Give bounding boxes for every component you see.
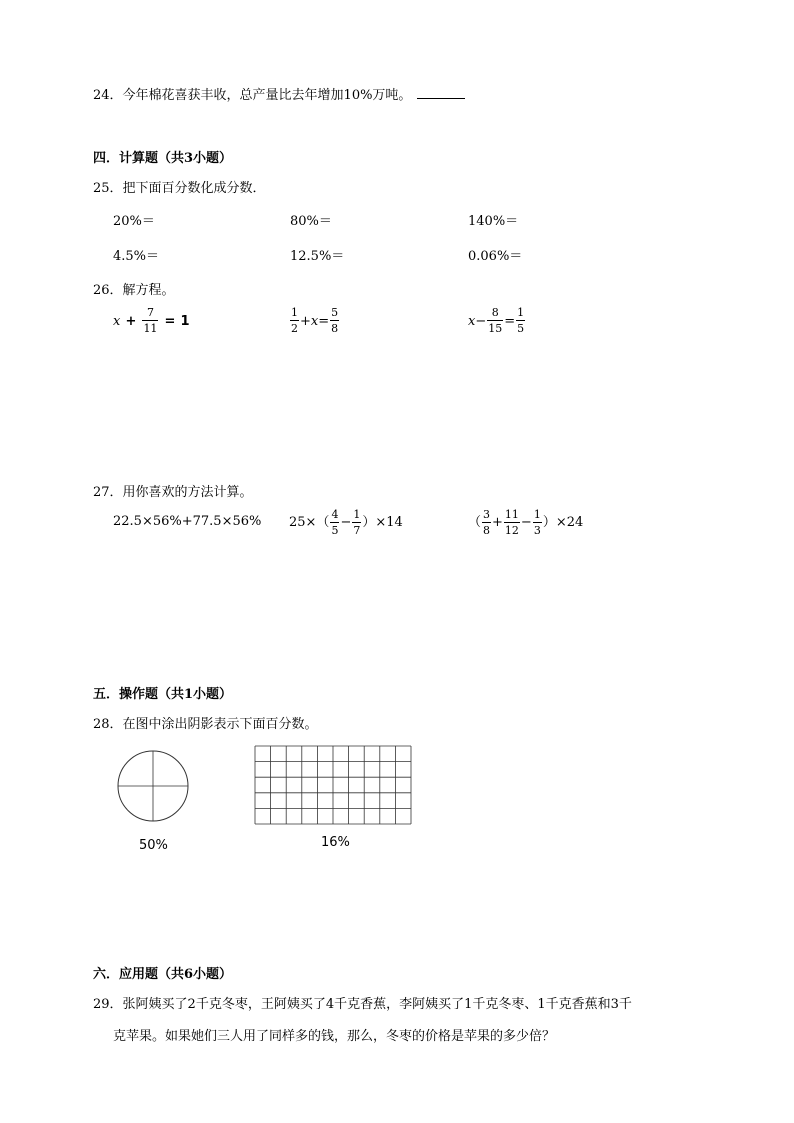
- grid-figure[interactable]: [254, 745, 412, 825]
- expr2-fraction-2: [352, 509, 361, 536]
- eq3-num2: 1: [517, 306, 525, 319]
- eq3-den2: 5: [517, 322, 525, 335]
- expr3-n2: 11: [504, 508, 519, 521]
- q25-item-4: 4.5%＝: [113, 249, 160, 264]
- expr2-suffix: ）×14: [362, 515, 403, 530]
- q27-expression-1: 22.5×56%+77.5×56%: [113, 514, 262, 529]
- q25-item-1: 20%＝: [113, 214, 155, 229]
- eq2-fraction-2: [330, 307, 339, 334]
- expr2-minus: −: [340, 515, 352, 530]
- eq1-num: 7: [146, 306, 154, 319]
- circle-figure[interactable]: [116, 749, 190, 823]
- equation-1: [113, 307, 190, 334]
- grid-percent-label: 16%: [321, 835, 350, 850]
- eq3-den1: 15: [488, 322, 503, 335]
- question-24-text: 24．今年棉花喜获丰收，总产量比去年增加10%万吨。: [93, 88, 412, 103]
- expr3-d2: 12: [504, 524, 519, 537]
- eq1-plus: +: [125, 314, 137, 329]
- eq3-equals: =: [504, 314, 516, 329]
- eq3-fraction-1: [487, 307, 503, 334]
- expr2-n2: 1: [353, 508, 361, 521]
- expr3-plus: +: [492, 515, 503, 530]
- eq3-fraction-2: [516, 307, 525, 334]
- question-29-line-1: 29．张阿姨买了2千克冬枣，王阿姨买了4千克香蕉，李阿姨买了1千克冬枣、1千克香蕉和3千: [93, 997, 632, 1012]
- expr3-fraction-2: [504, 509, 520, 536]
- expr3-n1: 3: [483, 508, 491, 521]
- eq1-den: 11: [143, 322, 158, 335]
- section-4-title: 四．计算题（共3小题）: [93, 151, 233, 166]
- equation-3: [468, 307, 526, 334]
- expr2-prefix: 25×（: [289, 515, 330, 530]
- question-28-text: 28．在图中涂出阴影表示下面百分数。: [93, 717, 318, 732]
- eq2-plus: +: [300, 314, 311, 329]
- expr3-d3: 3: [533, 524, 541, 537]
- eq3-num1: 8: [491, 306, 499, 319]
- expr3-minus: −: [520, 515, 532, 530]
- question-29-line-2: 克苹果。如果她们三人用了同样多的钱，那么，冬枣的价格是苹果的多少倍？: [113, 1029, 556, 1044]
- eq1-fraction: [142, 307, 158, 334]
- eq3-minus: −: [475, 314, 487, 329]
- eq2-den1: 2: [291, 322, 298, 335]
- q27-expression-3: [468, 509, 583, 536]
- question-26-text: 26．解方程。: [93, 283, 175, 298]
- q25-item-3: 140%＝: [468, 214, 519, 229]
- expr3-suffix: ）×24: [542, 515, 584, 530]
- eq1-equals: =: [164, 314, 176, 329]
- expr3-d1: 8: [483, 524, 491, 537]
- eq2-num1: 1: [291, 306, 298, 319]
- question-24: [93, 84, 465, 103]
- expr3-prefix: （: [468, 515, 482, 530]
- expr3-n3: 1: [533, 508, 541, 521]
- q27-expression-2: [289, 509, 403, 536]
- expr2-n1: 4: [331, 508, 339, 521]
- section-6-title: 六．应用题（共6小题）: [93, 967, 233, 982]
- eq2-var: x: [310, 314, 319, 329]
- circle-percent-label: 50%: [139, 838, 168, 853]
- expr3-fraction-1: [482, 509, 491, 536]
- eq2-fraction-1: [290, 307, 299, 334]
- q25-item-5: 12.5%＝: [290, 249, 345, 264]
- section-5-title: 五．操作题（共1小题）: [93, 687, 233, 702]
- equation-2: [289, 307, 340, 334]
- eq2-den2: 8: [331, 322, 339, 335]
- eq2-num2: 5: [331, 306, 339, 319]
- expr2-d1: 5: [331, 524, 339, 537]
- eq3-var: x: [468, 314, 476, 329]
- expr3-fraction-3: [533, 509, 542, 536]
- eq2-equals: =: [318, 314, 330, 329]
- expr2-fraction-1: [330, 509, 339, 536]
- eq1-var: x: [113, 314, 121, 329]
- question-25-text: 25．把下面百分数化成分数．: [93, 181, 266, 196]
- expr2-d2: 7: [353, 524, 361, 537]
- q25-item-6: 0.06%＝: [468, 249, 523, 264]
- answer-blank[interactable]: [417, 86, 465, 99]
- question-27-text: 27．用你喜欢的方法计算。: [93, 485, 253, 500]
- eq1-rhs: 1: [180, 314, 190, 329]
- q25-item-2: 80%＝: [290, 214, 332, 229]
